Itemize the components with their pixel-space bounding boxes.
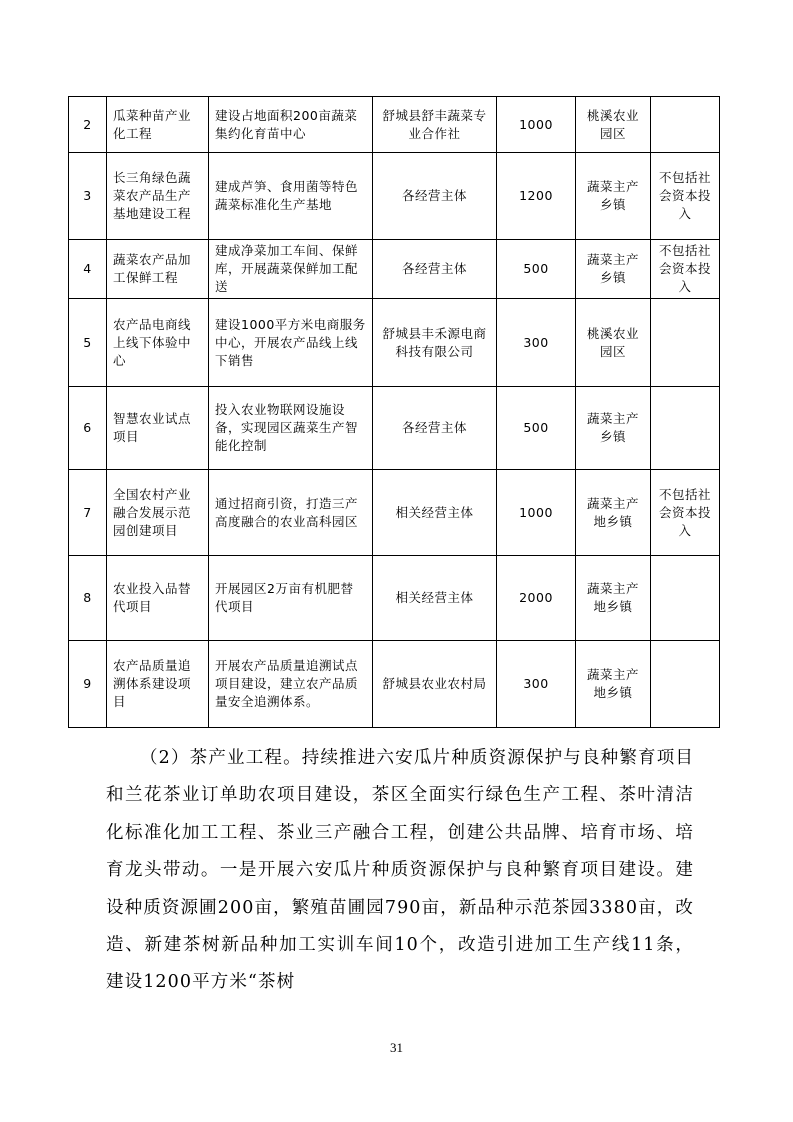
page-number: 31	[390, 1040, 403, 1055]
cell-amount: 1000	[497, 97, 576, 153]
table-row	[69, 387, 720, 470]
cell-content: 建成净菜加工车间、保鲜库，开展蔬菜保鲜加工配送	[209, 240, 373, 299]
cell-content: 建设占地面积200亩蔬菜集约化育苗中心	[209, 97, 373, 153]
cell-no: 2	[69, 97, 107, 153]
cell-no: 9	[69, 641, 107, 728]
cell-note	[651, 556, 720, 641]
cell-location: 蔬菜主产乡镇	[576, 153, 651, 240]
table-row	[69, 470, 720, 556]
cell-subject: 各经营主体	[373, 387, 497, 470]
cell-no: 7	[69, 470, 107, 556]
cell-note	[651, 97, 720, 153]
cell-no: 4	[69, 240, 107, 299]
cell-content: 通过招商引资，打造三产高度融合的农业高科园区	[209, 470, 373, 556]
cell-amount: 1200	[497, 153, 576, 240]
cell-note: 不包括社会资本投入	[651, 153, 720, 240]
cell-content: 开展农产品质量追溯试点项目建设，建立农产品质量安全追溯体系。	[209, 641, 373, 728]
cell-subject: 相关经营主体	[373, 470, 497, 556]
cell-no: 5	[69, 299, 107, 387]
cell-note: 不包括社会资本投入	[651, 240, 720, 299]
cell-amount: 300	[497, 299, 576, 387]
project-table	[68, 96, 720, 728]
cell-name: 农产品电商线上线下体验中心	[107, 299, 209, 387]
table-row	[69, 299, 720, 387]
cell-location: 蔬菜主产地乡镇	[576, 556, 651, 641]
table-row	[69, 153, 720, 240]
cell-name: 农业投入品替代项目	[107, 556, 209, 641]
cell-no: 3	[69, 153, 107, 240]
cell-amount: 1000	[497, 470, 576, 556]
cell-location: 蔬菜主产乡镇	[576, 240, 651, 299]
cell-subject: 舒城县舒丰蔬菜专业合作社	[373, 97, 497, 153]
cell-name: 农产品质量追溯体系建设项目	[107, 641, 209, 728]
cell-amount: 300	[497, 641, 576, 728]
table-row	[69, 556, 720, 641]
cell-location: 桃溪农业园区	[576, 97, 651, 153]
cell-subject: 各经营主体	[373, 240, 497, 299]
table-row	[69, 641, 720, 728]
cell-subject: 舒城县丰禾源电商科技有限公司	[373, 299, 497, 387]
cell-location: 蔬菜主产地乡镇	[576, 470, 651, 556]
cell-name: 全国农村产业融合发展示范园创建项目	[107, 470, 209, 556]
cell-note: 不包括社会资本投入	[651, 470, 720, 556]
body-paragraph: （2）茶产业工程。持续推进六安瓜片种质资源保护与良种繁育项目和兰花茶业订单助农项目建设，茶区全面实行绿色生产工程、茶叶清洁化标准化加工工程、茶业三产融合工程，创建公共品牌、培育市场、培育龙头带动。一是开展六安瓜片种质资源保护与良种繁育项目建设。建设种质资源圃200亩，繁殖苗圃园790亩，新品种示范茶园3380亩，改造、新建茶树新品种加工实训车间10个，改造引进加工生产线11条， 建设1200平方米“茶树	[106, 748, 694, 993]
cell-no: 8	[69, 556, 107, 641]
cell-note	[651, 387, 720, 470]
cell-location: 桃溪农业园区	[576, 299, 651, 387]
cell-content: 建成芦笋、食用菌等特色蔬菜标准化生产基地	[209, 153, 373, 240]
table-row	[69, 240, 720, 299]
cell-content: 建设1000平方米电商服务中心，开展农产品线上线下销售	[209, 299, 373, 387]
cell-content: 投入农业物联网设施设备，实现园区蔬菜生产智能化控制	[209, 387, 373, 470]
cell-note	[651, 641, 720, 728]
cell-name: 瓜菜种苗产业化工程	[107, 97, 209, 153]
table-body	[69, 97, 720, 728]
cell-subject: 各经营主体	[373, 153, 497, 240]
cell-name: 智慧农业试点项目	[107, 387, 209, 470]
cell-subject: 舒城县农业农村局	[373, 641, 497, 728]
cell-subject: 相关经营主体	[373, 556, 497, 641]
cell-location: 蔬菜主产地乡镇	[576, 641, 651, 728]
cell-amount: 2000	[497, 556, 576, 641]
cell-name: 长三角绿色蔬菜农产品生产基地建设工程	[107, 153, 209, 240]
cell-note	[651, 299, 720, 387]
table-row	[69, 97, 720, 153]
cell-amount: 500	[497, 240, 576, 299]
cell-content: 开展园区2万亩有机肥替代项目	[209, 556, 373, 641]
cell-name: 蔬菜农产品加工保鲜工程	[107, 240, 209, 299]
cell-location: 蔬菜主产乡镇	[576, 387, 651, 470]
cell-amount: 500	[497, 387, 576, 470]
cell-no: 6	[69, 387, 107, 470]
